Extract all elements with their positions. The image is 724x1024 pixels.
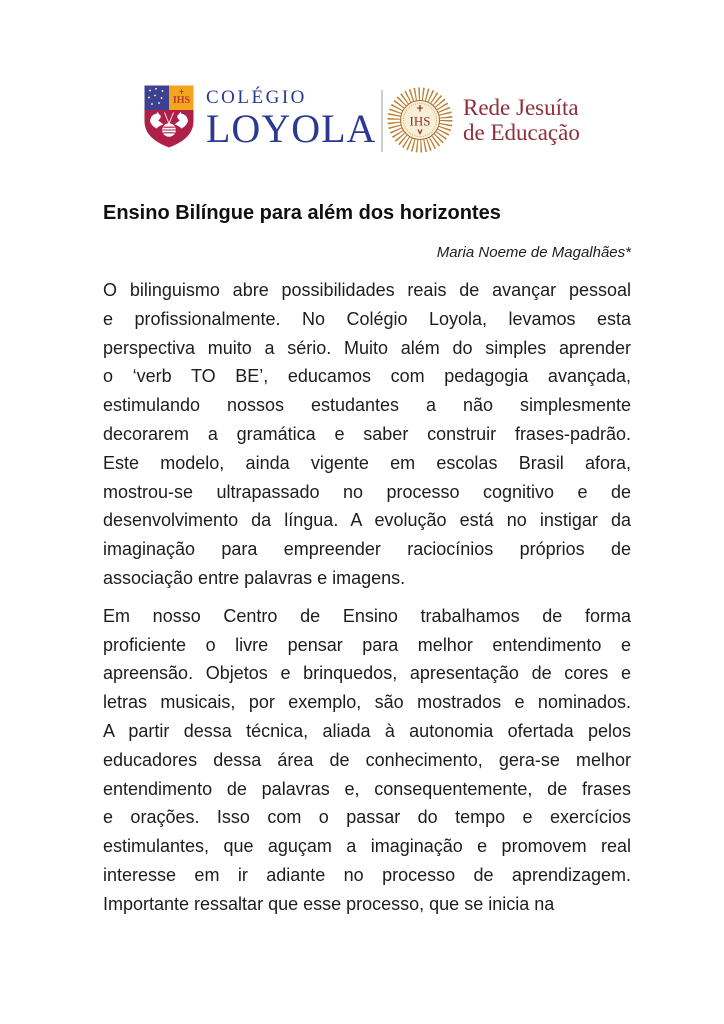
network-name — [463, 95, 580, 145]
paragraph-line: e profissionalmente. No Colégio Loyola, levamos esta — [103, 308, 631, 329]
paragraph-line: estimulantes, que aguçam a imaginação e promovem real — [103, 836, 631, 857]
paragraph-line: O bilinguismo abre possibilidades reais de avançar pessoal — [103, 280, 631, 300]
paragraph-line: desenvolvimento da língua. A evolução está no instigar da — [103, 510, 631, 531]
loyola-shield-icon — [144, 85, 194, 148]
paragraph-line: e orações. Isso com o passar do tempo e exercícios — [103, 807, 631, 828]
article-title: Ensino Bilíngue para além dos horizontes — [103, 202, 501, 224]
paragraph-line: perspectiva muito a sério. Muito além do simples aprender — [103, 337, 631, 358]
logo-divider — [381, 90, 383, 152]
paragraph-1 — [103, 276, 631, 593]
paragraph-line: Importante ressaltar que esse processo, que se inicia na — [103, 893, 555, 914]
paragraph-line: mostrou-se ultrapassado no processo cognitivo e de — [103, 481, 631, 502]
network-line1: Rede Jesuíta — [463, 95, 579, 120]
college-name-main: LOYOLA — [206, 106, 377, 151]
college-wordmark — [206, 88, 376, 149]
paragraph-line: Em nosso Centro de Ensino trabalhamos de forma — [103, 605, 631, 626]
paragraph-line: Este modelo, ainda vigente em escolas Brasil afora, — [103, 452, 631, 473]
college-name-top: COLÉGIO — [206, 87, 307, 108]
article — [103, 200, 631, 919]
paragraph-line: educadores dessa área de conhecimento, gera-se melhor — [103, 749, 631, 770]
paragraph-line: apreensão. Objetos e brinquedos, apresentação de cores e — [103, 663, 631, 684]
seal-ihs-text: IHS — [409, 113, 431, 129]
paragraph-line: letras musicais, por exemplo, são mostrados e nominados. — [103, 692, 631, 713]
article-author: Maria Noeme de Magalhães* — [436, 244, 631, 261]
paragraph-line: associação entre palavras e imagens. — [103, 567, 406, 588]
paragraph-line: decorarem a gramática e saber construir frases-padrão. — [103, 423, 631, 444]
paragraph-line: interesse em ir adiante no processo de aprendizagem. — [103, 864, 631, 885]
paragraph-line: estimulando nossos estudantes a não simplesmente — [103, 395, 631, 416]
paragraph-line: A partir dessa técnica, aliada à autonomia ofertada pelos — [103, 720, 631, 741]
network-line2: de Educação — [463, 120, 580, 145]
paragraph-line: proficiente o livre pensar para melhor entendimento e — [103, 634, 631, 655]
paragraph-2 — [103, 602, 631, 919]
paragraph-line: imaginação para empreender raciocínios próprios de — [103, 539, 631, 560]
shield-ihs-text: IHS — [172, 95, 191, 106]
paragraph-line: entendimento de palavras e, consequentemente, de frases — [103, 778, 631, 799]
paragraph-line: o ‘verb TO BE’, educamos com pedagogia avançada, — [103, 366, 631, 387]
jesuit-seal-icon — [385, 85, 455, 155]
logo-header — [0, 0, 724, 180]
